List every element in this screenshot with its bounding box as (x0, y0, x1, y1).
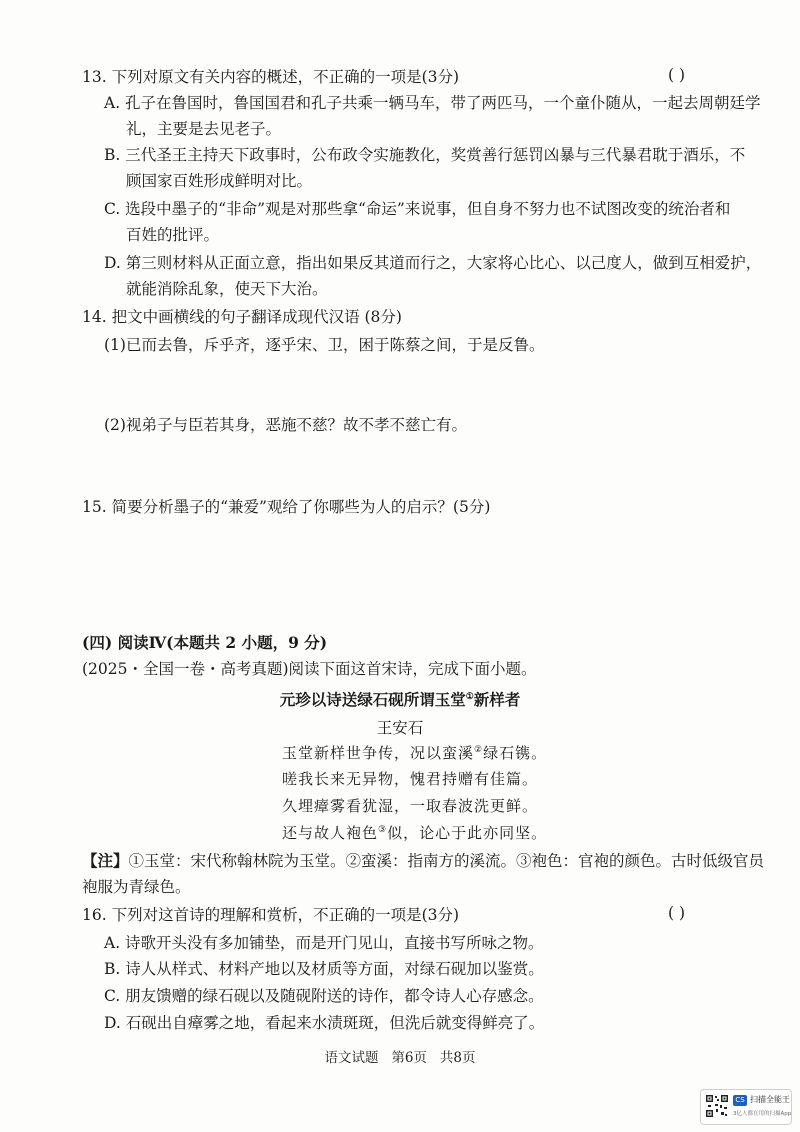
q13-option-a: A. 孔子在鲁国时，鲁国国君和孔子共乘一辆马车，带了两匹马，一个童仆随从，一起去周朝廷学 (104, 94, 761, 112)
q13-option-d: D. 第三则材料从正面立意，指出如果反其道而行之，大家将心比心、以己度人，做到互相爱护， (104, 254, 762, 272)
poem-notes-cont: 袍服为青绿色。 (82, 878, 191, 896)
q16-option-d: D. 石砚出自瘴雾之地，看起来水渍斑斑，但洗后就变得鲜亮了。 (104, 1014, 545, 1032)
q15-stem: 15. 简要分析墨子的“兼爱”观给了你哪些为人的启示？(5分) (82, 498, 491, 516)
q16-stem: 16. 下列对这首诗的理解和赏析，不正确的一项是(3分) (82, 906, 460, 924)
q13-stem: 13. 下列对原文有关内容的概述，不正确的一项是(3分) (82, 68, 460, 86)
poem-line-3: 久埋瘴雾看犹湿，一取春波洗更鲜。 (282, 797, 539, 815)
badge-title: 扫描全能王 (750, 1095, 790, 1104)
qr-code-icon (705, 1094, 729, 1118)
q14-stem: 14. 把文中画横线的句子翻译成现代汉语 (8分) (82, 308, 402, 326)
section-4-intro: (2025・全国一卷・高考真题)阅读下面这首宋诗，完成下面小题。 (82, 660, 537, 678)
q13-option-c-cont: 百姓的批评。 (126, 226, 220, 244)
scanner-watermark-badge (700, 1089, 792, 1125)
q13-option-d-cont: 就能消除乱象，使天下大治。 (126, 280, 328, 298)
q16-option-b: B. 诗人从样式、材料产地以及材质等方面，对绿石砚加以鉴赏。 (104, 960, 544, 978)
q13-option-b-cont: 顾国家百姓形成鲜明对比。 (126, 172, 313, 190)
poem-notes: 【注】①玉堂：宋代称翰林院为玉堂。②蛮溪：指南方的溪流。③袍色：官袍的颜色。古时低级官员 (82, 851, 765, 870)
page-footer: 语文试题 第6页 共8页 (324, 1050, 476, 1066)
poem-line-1: 玉堂新样世争传，况以蛮溪②绿石镌。 (282, 744, 548, 762)
poem-title: 元珍以诗送绿石砚所谓玉堂①新样者 (279, 690, 521, 709)
poem-line-2: 嗟我长来无异物，愧君持赠有佳篇。 (282, 770, 539, 788)
poem-author: 王安石 (376, 719, 424, 737)
q16-option-c: C. 朋友馈赠的绿石砚以及随砚附送的诗作，都令诗人心存感念。 (104, 987, 544, 1005)
q13-answer-paren: ( ) (668, 66, 686, 84)
q13-option-a-cont: 礼，主要是去见老子。 (126, 120, 282, 138)
badge-subtitle: 3亿人都在用的扫描App (733, 1111, 792, 1117)
q16-option-a: A. 诗歌开头没有多加铺垫，而是开门见山，直接书写所咏之物。 (104, 934, 544, 952)
q14-sentence-2: (2)视弟子与臣若其身，恶施不慈？故不孝不慈亡有。 (104, 416, 467, 434)
q13-option-b: B. 三代圣王主持天下政事时，公布政令实施教化，奖赏善行惩罚凶暴与三代暴君耽于酒乐，不 (104, 146, 746, 164)
q16-answer-paren: ( ) (668, 904, 686, 922)
camscanner-logo-icon: CS (733, 1095, 747, 1106)
section-4-heading: (四) 阅读Ⅳ(本题共 2 小题，9 分) (82, 633, 328, 652)
poem-line-4: 还与故人袍色③似，论心于此亦同坚。 (282, 824, 548, 842)
q14-sentence-1: (1)已而去鲁，斥乎齐，逐乎宋、卫，困于陈蔡之间，于是反鲁。 (104, 336, 545, 354)
q13-option-c: C. 选段中墨子的“非命”观是对那些拿“命运”来说事，但自身不努力也不试图改变的统治者和 (104, 200, 731, 218)
